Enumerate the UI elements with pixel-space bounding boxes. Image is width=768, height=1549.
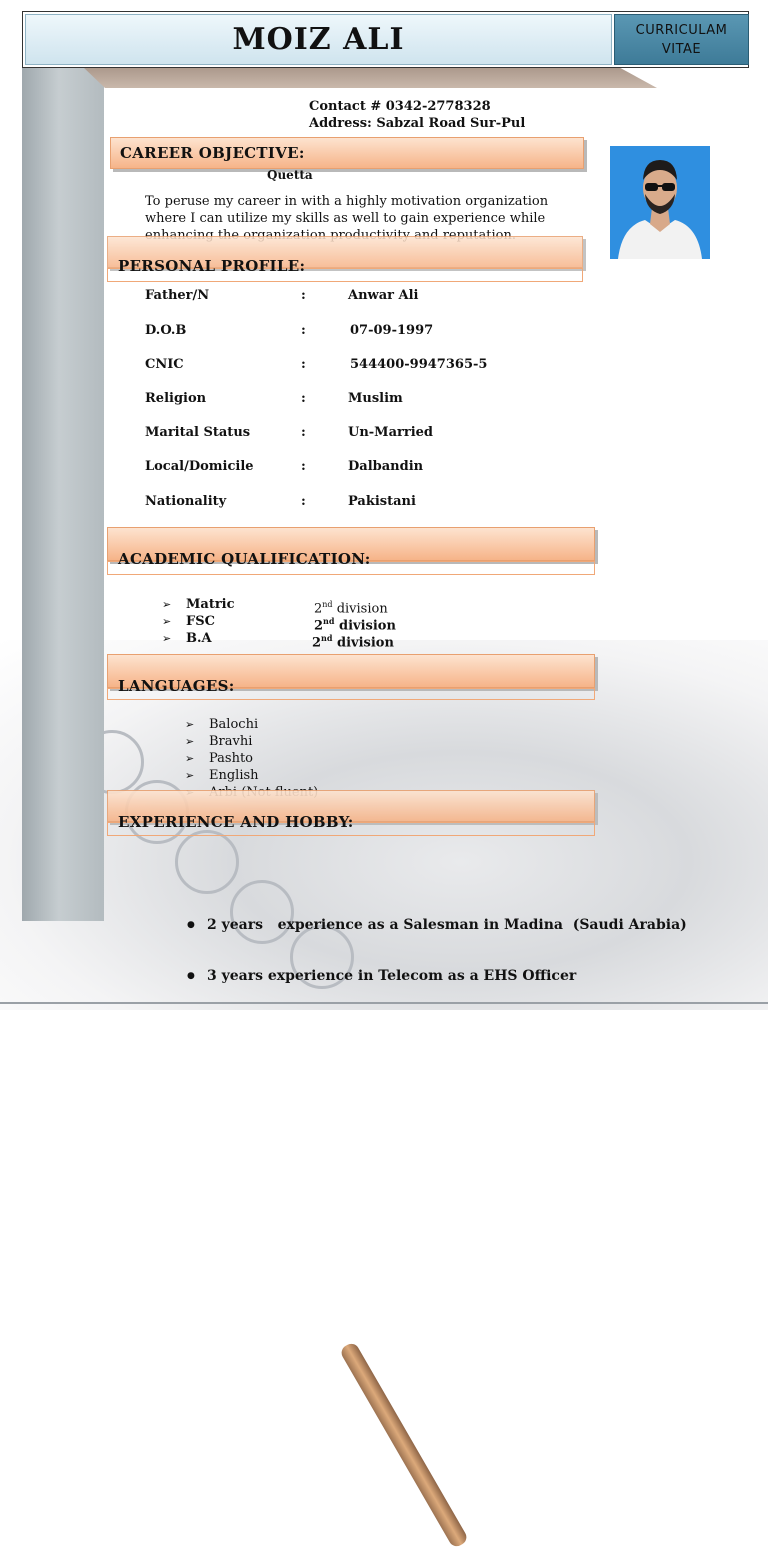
profile-row-religion: [145, 391, 565, 409]
profile-separator: :: [301, 425, 306, 440]
profile-separator: :: [301, 459, 306, 474]
contact-city: Quetta: [267, 168, 313, 182]
academic-grade-text: division: [334, 618, 396, 634]
profile-label: CNIC: [145, 357, 184, 372]
career-objective-title: CAREER OBJECTIVE:: [120, 144, 305, 162]
left-decorative-bar: [22, 66, 104, 921]
profile-separator: :: [301, 391, 306, 406]
experience-item: ● 2 years experience as a Salesman in Madina (Saudi Arabia): [185, 916, 745, 935]
contact-address: Address: Sabzal Road Sur-Pul: [309, 116, 526, 131]
academic-degree: ➢ Matric: [186, 597, 235, 612]
language-item: ➢ Pashto: [185, 750, 485, 767]
cv-badge: [614, 14, 749, 65]
top-decorative-shelf: [82, 66, 657, 88]
academic-title: ACADEMIC QUALIFICATION:: [118, 550, 371, 568]
academic-degree: ➢ FSC: [186, 614, 215, 629]
academic-grade-sup: nd: [323, 616, 335, 626]
language-item: ➢ Bravhi: [185, 733, 485, 750]
profile-value: Un-Married: [348, 425, 433, 440]
profile-label: Local/Domicile: [145, 459, 254, 474]
academic-grade-num: 2: [312, 635, 322, 651]
profile-value: Muslim: [348, 391, 403, 406]
cv-badge-line2: VITAE: [661, 41, 702, 57]
profile-label: Marital Status: [145, 425, 251, 440]
academic-grade-sup: nd: [322, 600, 333, 609]
name-banner: [25, 14, 612, 65]
academic-degree: ➢ B.A: [186, 631, 212, 646]
profile-value: Anwar Ali: [348, 288, 419, 303]
experience-item: ● 3 years experience in Telecom as a EHS Officer: [185, 967, 745, 986]
profile-row-nationality: [145, 494, 565, 512]
profile-label: Religion: [145, 391, 207, 406]
pen-image: [339, 1341, 470, 1549]
languages-list: [185, 716, 485, 801]
profile-label: Nationality: [145, 494, 227, 509]
profile-separator: :: [301, 323, 306, 338]
languages-title: LANGUAGES:: [118, 677, 235, 695]
profile-photo: [610, 146, 710, 259]
academic-grade-sup: nd: [321, 633, 333, 643]
profile-label: Father/N: [145, 288, 210, 303]
profile-row-cnic: [145, 357, 565, 375]
language-item: ➢ Balochi: [185, 716, 485, 733]
profile-separator: :: [301, 494, 306, 509]
academic-grade-num: 2: [314, 618, 324, 634]
career-objective-line: where I can utilize my skills as well to gain experience while: [145, 211, 546, 226]
language-item: ➢ English: [185, 767, 485, 784]
profile-label: D.O.B: [145, 323, 187, 338]
profile-row-domicile: [145, 459, 565, 477]
profile-row-dob: [145, 323, 565, 341]
profile-value: Dalbandin: [348, 459, 424, 474]
profile-value: 544400-9947365-5: [350, 357, 488, 372]
career-objective-line: To peruse my career in with a highly motivation organization: [145, 194, 549, 209]
personal-profile-title: PERSONAL PROFILE:: [118, 257, 306, 275]
contact-phone: Contact # 0342-2778328: [309, 99, 491, 114]
profile-value: 07-09-1997: [350, 323, 434, 338]
profile-separator: :: [301, 288, 306, 303]
academic-grade-text: division: [332, 601, 388, 617]
academic-grade: [312, 630, 394, 651]
academic-list: [162, 596, 462, 651]
profile-separator: :: [301, 357, 306, 372]
contact-block: [309, 98, 525, 132]
experience-list: [185, 852, 745, 1034]
candidate-name: MOIZ ALI: [232, 22, 405, 57]
profile-value: Pakistani: [348, 494, 416, 509]
academic-item-matric: [162, 596, 462, 617]
cv-badge-line1: CURRICULAM: [635, 22, 728, 38]
academic-item-fsc: [162, 613, 462, 634]
academic-grade-num: 2: [314, 601, 323, 617]
academic-grade-text: division: [332, 635, 394, 651]
academic-item-ba: [162, 630, 462, 651]
profile-row-father: [145, 288, 565, 306]
experience-title: EXPERIENCE AND HOBBY:: [118, 813, 354, 831]
profile-row-marital-status: [145, 425, 565, 443]
